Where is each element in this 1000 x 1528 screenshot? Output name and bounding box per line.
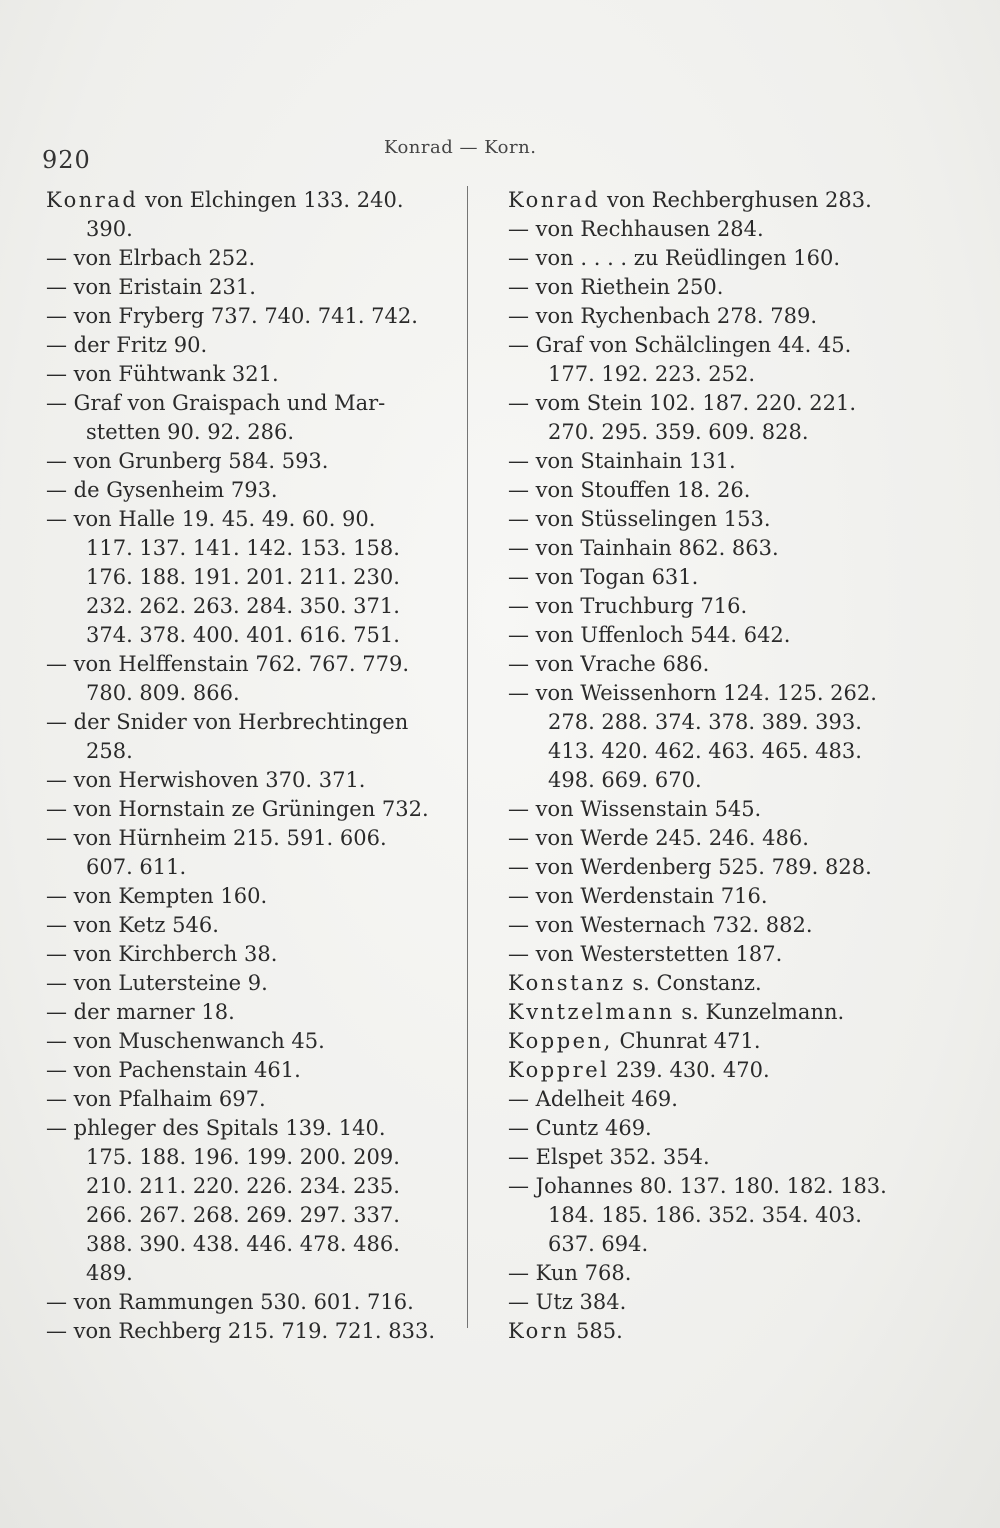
index-entry (508, 244, 928, 273)
entry-text: 413. 420. 462. 463. 465. 483. (548, 739, 862, 763)
entry-line (508, 505, 928, 534)
entry-line (46, 476, 466, 505)
entry-line (508, 621, 928, 650)
entry-text: 607. 611. (86, 855, 187, 879)
entry-line (508, 592, 928, 621)
index-entry (508, 302, 928, 331)
index-entry (508, 1288, 928, 1317)
index-entry (46, 1288, 466, 1317)
entry-continuation-line (46, 1230, 466, 1259)
entry-line (508, 302, 928, 331)
entry-text: — von Muschenwanch 45. (46, 1029, 325, 1053)
entry-line (508, 1114, 928, 1143)
entry-text: — von Hürnheim 215. 591. 606. (46, 826, 387, 850)
entry-text: — von Kirchberch 38. (46, 942, 278, 966)
entry-line (508, 1143, 928, 1172)
entry-line (508, 824, 928, 853)
entry-line (508, 1085, 928, 1114)
entry-line (508, 534, 928, 563)
entry-line (46, 302, 466, 331)
entry-continuation-line (46, 621, 466, 650)
entry-line (46, 1114, 466, 1143)
entry-headword: Konrad (508, 188, 601, 212)
entry-line (46, 389, 466, 418)
entry-continuation-line (46, 1201, 466, 1230)
entry-text: stetten 90. 92. 286. (86, 420, 295, 444)
entry-headword: Kvntzelmann (508, 1000, 675, 1024)
entry-line (508, 215, 928, 244)
index-entry (46, 1114, 466, 1288)
index-entry (508, 1317, 928, 1346)
entry-line (508, 1056, 928, 1085)
entry-line (508, 1259, 928, 1288)
entry-text: — Johannes 80. 137. 180. 182. 183. (508, 1174, 887, 1198)
index-entry (508, 389, 928, 447)
entry-continuation-line (46, 737, 466, 766)
entry-text: — von Tainhain 862. 863. (508, 536, 779, 560)
index-entry (508, 534, 928, 563)
entry-text: Chunrat 471. (619, 1029, 761, 1053)
index-entry (46, 1027, 466, 1056)
entry-text: — von Rechberg 215. 719. 721. 833. (46, 1319, 435, 1343)
entry-text: 175. 188. 196. 199. 200. 209. (86, 1145, 400, 1169)
entry-continuation-line (46, 853, 466, 882)
entry-line (46, 1027, 466, 1056)
entry-text: 585. (576, 1319, 623, 1343)
entry-line (46, 766, 466, 795)
entry-text: 117. 137. 141. 142. 153. 158. (86, 536, 400, 560)
index-entry (46, 1085, 466, 1114)
entry-text: 210. 211. 220. 226. 234. 235. (86, 1174, 400, 1198)
entry-line (508, 563, 928, 592)
entry-text: — von Elrbach 252. (46, 246, 256, 270)
index-entry (46, 708, 466, 766)
entry-text: — von Truchburg 716. (508, 594, 748, 618)
entry-text: 232. 262. 263. 284. 350. 371. (86, 594, 400, 618)
entry-headword: Konrad (46, 188, 139, 212)
entry-text: — de Gysenheim 793. (46, 478, 278, 502)
index-entry (508, 911, 928, 940)
entry-continuation-line (508, 1230, 928, 1259)
entry-line (508, 1317, 928, 1346)
entry-line (46, 969, 466, 998)
entry-text: — von Werde 245. 246. 486. (508, 826, 809, 850)
entry-text: — von Stouffen 18. 26. (508, 478, 751, 502)
entry-line (508, 679, 928, 708)
entry-text: — Graf von Schälclingen 44. 45. (508, 333, 852, 357)
entry-line (508, 476, 928, 505)
index-entry (508, 1027, 928, 1056)
index-entry (46, 998, 466, 1027)
entry-text: — von . . . . zu Reüdlingen 160. (508, 246, 841, 270)
entry-text: — der Fritz 90. (46, 333, 208, 357)
entry-text: 388. 390. 438. 446. 478. 486. (86, 1232, 400, 1256)
index-entry (508, 824, 928, 853)
entry-line (46, 940, 466, 969)
index-entry (46, 795, 466, 824)
entry-text: — von Helffenstain 762. 767. 779. (46, 652, 409, 676)
index-entry (508, 882, 928, 911)
entry-line (508, 186, 928, 215)
index-entry (508, 621, 928, 650)
entry-line (508, 853, 928, 882)
entry-text: 177. 192. 223. 252. (548, 362, 756, 386)
entry-line (508, 1027, 928, 1056)
entry-text: — Adelheit 469. (508, 1087, 678, 1111)
index-entry (508, 853, 928, 882)
entry-text: — von Wissenstain 545. (508, 797, 762, 821)
index-entry (508, 563, 928, 592)
entry-text: — vom Stein 102. 187. 220. 221. (508, 391, 856, 415)
entry-text: — von Rechhausen 284. (508, 217, 764, 241)
index-entry (46, 302, 466, 331)
entry-text: — von Eristain 231. (46, 275, 256, 299)
left-column (46, 186, 466, 1346)
entry-text: — von Pachenstain 461. (46, 1058, 301, 1082)
entry-text: 278. 288. 374. 378. 389. 393. (548, 710, 862, 734)
index-entry (46, 331, 466, 360)
index-entry (508, 331, 928, 389)
entry-continuation-line (508, 360, 928, 389)
entry-text: — von Herwishoven 370. 371. (46, 768, 366, 792)
index-entry (46, 824, 466, 882)
entry-line (46, 186, 466, 215)
index-entry (508, 795, 928, 824)
entry-line (46, 1288, 466, 1317)
index-entry (508, 505, 928, 534)
entry-text: — von Stüsselingen 153. (508, 507, 771, 531)
entry-line (46, 708, 466, 737)
index-entry (508, 215, 928, 244)
entry-text: — von Weissenhorn 124. 125. 262. (508, 681, 877, 705)
index-entry (46, 186, 466, 244)
entry-line (508, 911, 928, 940)
entry-line (508, 940, 928, 969)
index-entry (46, 650, 466, 708)
index-entry (46, 969, 466, 998)
entry-headword: Korn (508, 1319, 570, 1343)
entry-text: — von Westerstetten 187. (508, 942, 783, 966)
index-entry (508, 476, 928, 505)
index-entry (508, 1143, 928, 1172)
index-entry (46, 940, 466, 969)
index-entry (508, 1114, 928, 1143)
entry-text: 780. 809. 866. (86, 681, 240, 705)
running-head: Konrad — Korn. (384, 137, 537, 158)
index-entry (46, 447, 466, 476)
entry-text: 489. (86, 1261, 133, 1285)
entry-text: s. Constanz. (632, 971, 762, 995)
entry-text: — von Ketz 546. (46, 913, 219, 937)
entry-text: — von Hornstain ze Grüningen 732. (46, 797, 429, 821)
entry-text: 184. 185. 186. 352. 354. 403. (548, 1203, 862, 1227)
index-entry (508, 1085, 928, 1114)
index-entry (508, 1056, 928, 1085)
entry-continuation-line (508, 708, 928, 737)
entry-text: — Kun 768. (508, 1261, 632, 1285)
entry-line (508, 882, 928, 911)
index-entry (508, 186, 928, 215)
entry-line (46, 824, 466, 853)
entry-line (508, 650, 928, 679)
entry-continuation-line (46, 1143, 466, 1172)
entry-line (46, 273, 466, 302)
index-entry (46, 882, 466, 911)
entry-text: — Graf von Graispach und Mar- (46, 391, 386, 415)
index-entry (508, 940, 928, 969)
index-entry (508, 969, 928, 998)
column-rule (467, 186, 468, 1328)
entry-text: — von Grunberg 584. 593. (46, 449, 329, 473)
index-entry (46, 766, 466, 795)
entry-text: 498. 669. 670. (548, 768, 702, 792)
entry-text: — von Stainhain 131. (508, 449, 736, 473)
entry-text: — Utz 384. (508, 1290, 627, 1314)
index-entry (508, 592, 928, 621)
index-entry (46, 1317, 466, 1346)
entry-text: — von Halle 19. 45. 49. 60. 90. (46, 507, 376, 531)
entry-continuation-line (46, 1172, 466, 1201)
entry-line (46, 650, 466, 679)
entry-line (46, 447, 466, 476)
entry-line (46, 331, 466, 360)
entry-continuation-line (46, 679, 466, 708)
entry-text: — von Fühtwank 321. (46, 362, 279, 386)
entry-headword: Konstanz (508, 971, 626, 995)
index-entry (508, 1172, 928, 1259)
entry-continuation-line (508, 1201, 928, 1230)
index-entry (46, 505, 466, 650)
index-entry (508, 650, 928, 679)
entry-headword: Kopprel (508, 1058, 610, 1082)
entry-line (508, 244, 928, 273)
entry-text: — von Rammungen 530. 601. 716. (46, 1290, 414, 1314)
index-entry (46, 476, 466, 505)
entry-text: s. Kunzelmann. (681, 1000, 845, 1024)
entry-continuation-line (508, 418, 928, 447)
entry-text: — von Werdenberg 525. 789. 828. (508, 855, 872, 879)
entry-line (46, 795, 466, 824)
entry-line (508, 795, 928, 824)
entry-text: 266. 267. 268. 269. 297. 337. (86, 1203, 400, 1227)
index-entry (508, 447, 928, 476)
index-entry (508, 679, 928, 795)
entry-text: — von Werdenstain 716. (508, 884, 768, 908)
entry-headword: Koppen, (508, 1029, 613, 1053)
entry-line (46, 505, 466, 534)
entry-text: — von Vrache 686. (508, 652, 710, 676)
entry-text: — Elspet 352. 354. (508, 1145, 710, 1169)
entry-text: — von Pfalhaim 697. (46, 1087, 266, 1111)
entry-line (508, 969, 928, 998)
index-entry (508, 998, 928, 1027)
entry-continuation-line (508, 737, 928, 766)
entry-line (508, 998, 928, 1027)
index-entry (46, 1056, 466, 1085)
entry-text: 270. 295. 359. 609. 828. (548, 420, 809, 444)
entry-line (508, 331, 928, 360)
page-number: 920 (42, 146, 91, 174)
entry-text: — phleger des Spitals 139. 140. (46, 1116, 386, 1140)
entry-line (508, 1172, 928, 1201)
entry-line (46, 998, 466, 1027)
entry-line (508, 447, 928, 476)
index-entry (46, 244, 466, 273)
entry-text: — von Westernach 732. 882. (508, 913, 813, 937)
index-entry (46, 389, 466, 447)
entry-line (46, 1085, 466, 1114)
entry-continuation-line (46, 1259, 466, 1288)
entry-continuation-line (46, 563, 466, 592)
entry-line (46, 244, 466, 273)
entry-text: 239. 430. 470. (616, 1058, 770, 1082)
entry-text: 176. 188. 191. 201. 211. 230. (86, 565, 400, 589)
entry-line (46, 1056, 466, 1085)
entry-text: — Cuntz 469. (508, 1116, 652, 1140)
index-entry (46, 911, 466, 940)
entry-continuation-line (508, 766, 928, 795)
right-column (508, 186, 928, 1346)
index-entry (46, 360, 466, 389)
entry-line (508, 1288, 928, 1317)
entry-line (508, 273, 928, 302)
entry-text: von Elchingen 133. 240. (144, 188, 404, 212)
index-entry (508, 273, 928, 302)
index-entry (508, 1259, 928, 1288)
entry-continuation-line (46, 215, 466, 244)
entry-text: — der marner 18. (46, 1000, 235, 1024)
entry-text: — von Fryberg 737. 740. 741. 742. (46, 304, 418, 328)
entry-text: — von Kempten 160. (46, 884, 268, 908)
entry-text: 258. (86, 739, 133, 763)
entry-text: — von Riethein 250. (508, 275, 724, 299)
entry-line (508, 389, 928, 418)
entry-continuation-line (46, 534, 466, 563)
entry-text: 637. 694. (548, 1232, 649, 1256)
entry-text: — von Togan 631. (508, 565, 699, 589)
entry-text: 374. 378. 400. 401. 616. 751. (86, 623, 400, 647)
entry-line (46, 882, 466, 911)
entry-text: — von Lutersteine 9. (46, 971, 268, 995)
entry-line (46, 911, 466, 940)
entry-text: — von Rychenbach 278. 789. (508, 304, 818, 328)
entry-text: — der Snider von Herbrechtingen (46, 710, 409, 734)
entry-text: 390. (86, 217, 133, 241)
entry-continuation-line (46, 418, 466, 447)
entry-line (46, 360, 466, 389)
index-entry (46, 273, 466, 302)
entry-continuation-line (46, 592, 466, 621)
entry-text: von Rechberghusen 283. (606, 188, 872, 212)
entry-text: — von Uffenloch 544. 642. (508, 623, 791, 647)
entry-line (46, 1317, 466, 1346)
